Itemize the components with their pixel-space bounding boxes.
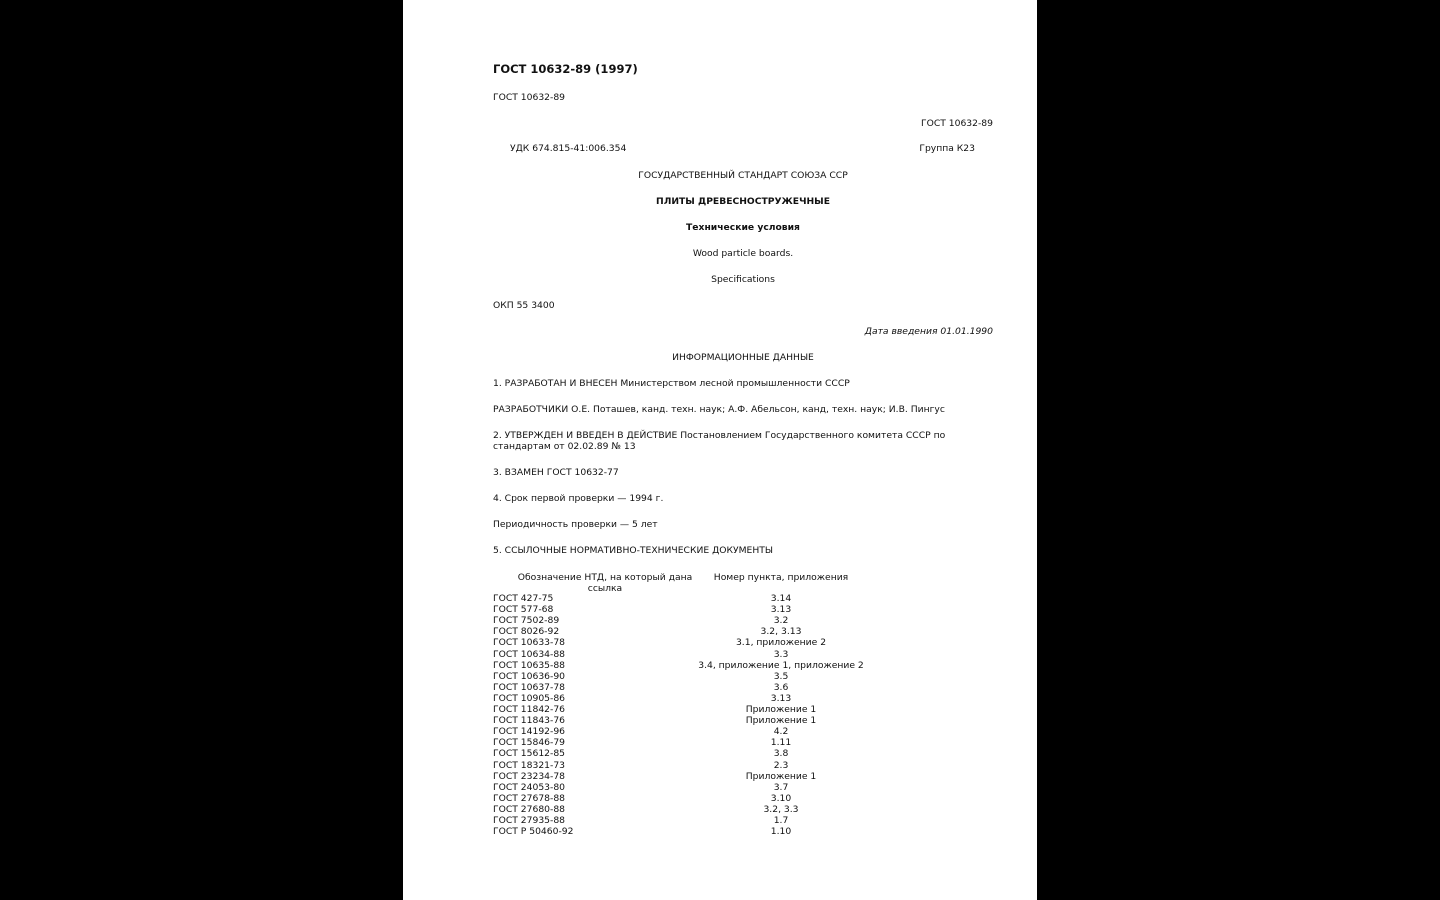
english-title: Wood particle boards. — [692, 248, 794, 259]
table-row — [493, 682, 993, 693]
table-cell-document: ГОСТ 577-68 — [493, 604, 554, 616]
table-cell-clause: 3.14 — [770, 593, 792, 604]
table-cell-document: ГОСТ 10636-90 — [493, 670, 566, 682]
table-cell-document: ГОСТ 11843-76 — [493, 715, 566, 727]
subject-heading: ПЛИТЫ ДРЕВЕСНОСТРУЖЕЧНЫЕ — [656, 196, 830, 207]
table-cell-clause: 3.1, приложение 2 — [735, 637, 827, 649]
table-cell-clause: Приложение 1 — [745, 715, 817, 727]
info-heading: ИНФОРМАЦИОННЫЕ ДАННЫЕ — [672, 352, 814, 363]
table-cell-clause: Приложение 1 — [745, 704, 817, 715]
table-row — [493, 760, 993, 771]
paragraph-item-4: 4. Срок первой проверки — 1994 г. — [493, 493, 664, 504]
table-cell-clause: 3.13 — [770, 692, 792, 704]
standard-code-right: ГОСТ 10632-89 — [920, 118, 993, 129]
table-row — [493, 737, 993, 748]
table-row — [493, 660, 993, 671]
table-cell-clause: 3.13 — [770, 604, 792, 616]
table-row — [493, 715, 993, 726]
table-cell-document: ГОСТ 15846-79 — [493, 737, 566, 749]
table-header-clause: Номер пункта, приложения — [713, 572, 849, 583]
table-cell-document: ГОСТ 15612-85 — [493, 748, 566, 760]
table-row — [493, 704, 993, 715]
table-cell-document: ГОСТ 27680-88 — [493, 803, 566, 815]
english-subtitle: Specifications — [711, 274, 775, 285]
table-cell-clause: 4.2 — [773, 726, 789, 738]
table-row — [493, 826, 993, 837]
table-cell-clause: 3.2 — [773, 615, 789, 627]
table-cell-clause: Приложение 1 — [745, 770, 817, 782]
table-cell-clause: 1.10 — [770, 826, 792, 838]
table-cell-document: ГОСТ 8026-92 — [493, 626, 560, 638]
table-row — [493, 604, 993, 615]
group-code: Группа К23 — [919, 143, 975, 154]
table-cell-clause: 3.8 — [773, 748, 789, 760]
table-cell-clause: 3.2, 3.3 — [763, 803, 799, 815]
okp-code: ОКП 55 3400 — [493, 300, 555, 311]
table-row — [493, 793, 993, 804]
table-cell-clause: 1.11 — [770, 737, 792, 749]
table-row — [493, 804, 993, 815]
table-row — [493, 782, 993, 793]
table-row — [493, 771, 993, 782]
paragraph-item-3: 3. ВЗАМЕН ГОСТ 10632-77 — [493, 467, 619, 478]
table-row — [493, 637, 993, 648]
table-row — [493, 693, 993, 704]
table-cell-clause: 3.6 — [773, 681, 789, 693]
table-cell-document: ГОСТ 427-75 — [493, 593, 554, 604]
table-cell-clause: 3.10 — [770, 792, 792, 804]
table-row — [493, 671, 993, 682]
paragraph-periodicity: Периодичность проверки — 5 лет — [493, 519, 658, 530]
table-header-document: Обозначение НТД, на который дана ссылка — [517, 572, 693, 594]
subtitle-heading: Технические условия — [686, 222, 800, 233]
table-row — [493, 815, 993, 826]
table-cell-document: ГОСТ Р 50460-92 — [493, 826, 574, 838]
table-cell-document: ГОСТ 11842-76 — [493, 704, 566, 715]
udk-code: УДК 674.815-41:006.354 — [510, 143, 627, 154]
table-cell-document: ГОСТ 10634-88 — [493, 648, 566, 660]
table-row — [493, 593, 993, 604]
table-row — [493, 726, 993, 737]
table-cell-document: ГОСТ 7502-89 — [493, 615, 560, 627]
table-cell-document: ГОСТ 10635-88 — [493, 659, 566, 671]
paragraph-item-1: 1. РАЗРАБОТАН И ВНЕСЕН Министерством лесной промышленности СССР — [493, 378, 850, 389]
table-cell-document: ГОСТ 27678-88 — [493, 792, 566, 804]
table-row — [493, 748, 993, 759]
table-row — [493, 615, 993, 626]
table-cell-document: ГОСТ 10633-78 — [493, 637, 566, 649]
table-cell-clause: 3.5 — [773, 670, 789, 682]
document-page — [403, 0, 1037, 900]
table-row — [493, 649, 993, 660]
introduction-date: Дата введения 01.01.1990 — [864, 326, 993, 337]
table-cell-clause: 3.3 — [773, 648, 789, 660]
table-cell-document: ГОСТ 24053-80 — [493, 781, 566, 793]
table-row — [493, 626, 993, 637]
table-cell-document: ГОСТ 23234-78 — [493, 770, 566, 782]
table-cell-clause: 2.3 — [773, 759, 789, 771]
table-cell-document: ГОСТ 10637-78 — [493, 681, 566, 693]
table-cell-document: ГОСТ 14192-96 — [493, 726, 566, 738]
table-cell-document: ГОСТ 27935-88 — [493, 815, 566, 826]
table-cell-document: ГОСТ 10905-86 — [493, 692, 566, 704]
table-cell-clause: 1.7 — [773, 815, 789, 826]
table-cell-clause: 3.4, приложение 1, приложение 2 — [698, 659, 864, 671]
standard-type: ГОСУДАРСТВЕННЫЙ СТАНДАРТ СОЮЗА ССР — [638, 170, 848, 181]
standard-code: ГОСТ 10632-89 — [493, 92, 566, 103]
table-cell-clause: 3.2, 3.13 — [760, 626, 802, 638]
paragraph-item-2: 2. УТВЕРЖДЕН И ВВЕДЕН В ДЕЙСТВИЕ Постановлением Государственного комитета СССР по стандартам от 02.02.89 № 13 — [493, 430, 946, 452]
paragraph-item-5: 5. ССЫЛОЧНЫЕ НОРМАТИВНО-ТЕХНИЧЕСКИЕ ДОКУМЕНТЫ — [493, 545, 773, 556]
table-cell-document: ГОСТ 18321-73 — [493, 759, 566, 771]
document-title: ГОСТ 10632-89 (1997) — [493, 62, 638, 76]
paragraph-developers: РАЗРАБОТЧИКИ О.Е. Поташев, канд. техн. наук; А.Ф. Абельсон, канд, техн. наук; И.В. Пингус — [493, 404, 945, 415]
table-cell-clause: 3.7 — [773, 781, 789, 793]
